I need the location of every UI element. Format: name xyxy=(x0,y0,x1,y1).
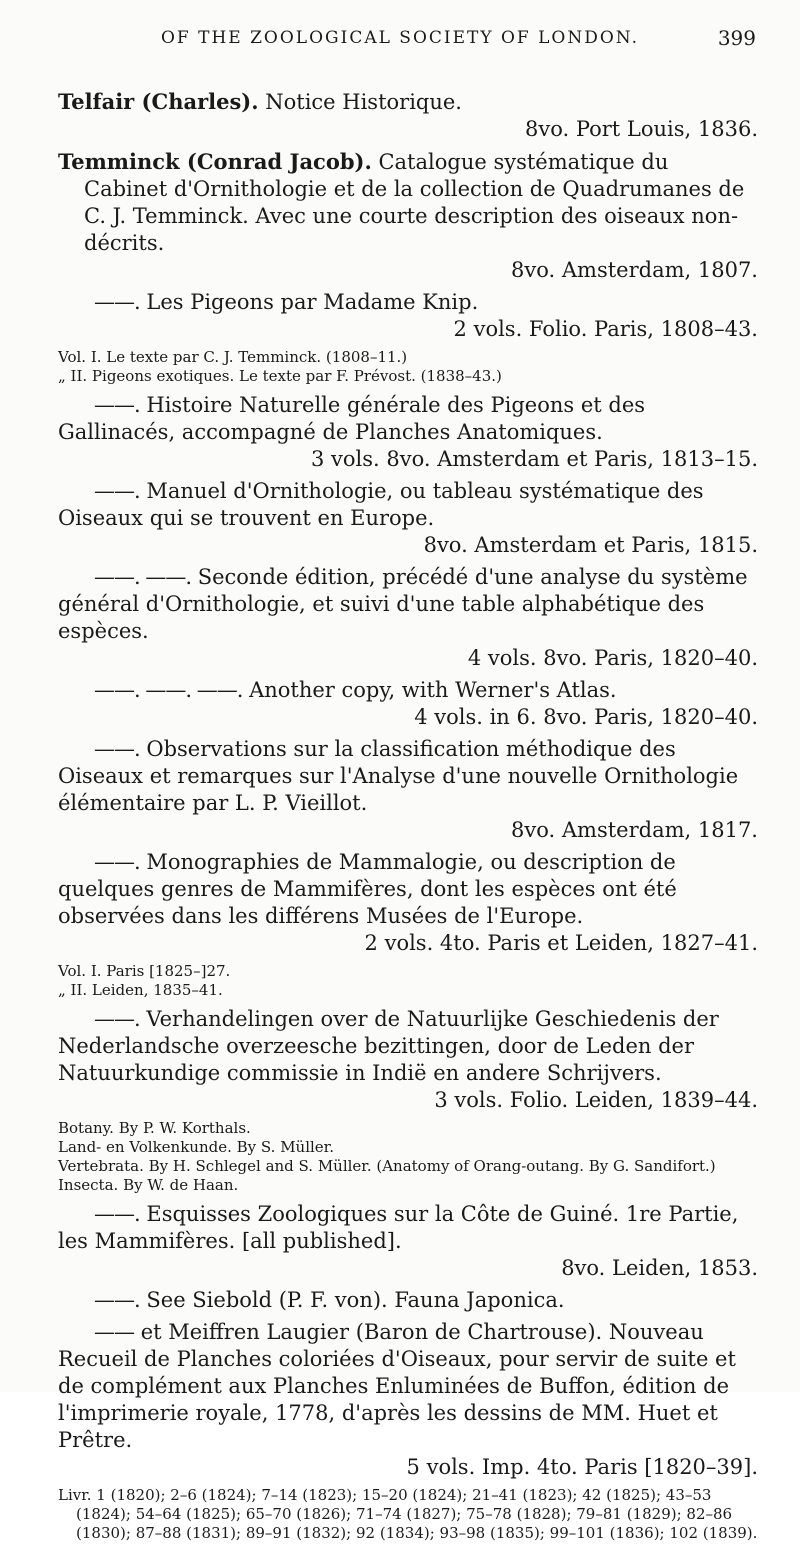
entry-title: Histoire Naturelle générale des Pigeons et des Gallinacés, accompagné de Planches Anatomiques. xyxy=(58,393,646,444)
note-line: „ II. Pigeons exotiques. Le texte par F. Prévost. (1838–43.) xyxy=(58,367,502,385)
entry-title: Manuel d'Ornithologie, ou tableau systématique des Oiseaux qui se trouvent en Europe. xyxy=(58,479,704,530)
catalogue-entry xyxy=(58,392,758,473)
note-line: Livr. 1 (1820); 2–6 (1824); 7–14 (1823); 15–20 (1824); 21–41 (1823); 42 (1825); 43–53 (1824); 54–64 (1825); 65–70 (1826); 71–74 (1827); 75–78 (1828); 79–81 (1829); 82–86 (1830); 87–88 (1831); 89–91 (1832); 92 (1834); 93–98 (1835); 99–101 (1836); 102 (1839). xyxy=(58,1486,758,1542)
entry-notes xyxy=(58,962,758,1000)
catalogue-entry xyxy=(58,677,758,731)
note-line: Insecta. By W. de Haan. xyxy=(58,1176,239,1194)
entry-title: Another copy, with Werner's Atlas. xyxy=(249,678,617,702)
author-name: Temminck (Conrad Jacob). xyxy=(58,149,372,174)
ditto-dash: ——. xyxy=(94,850,140,874)
catalogue-entries xyxy=(58,88,758,1549)
entry-notes xyxy=(58,1119,758,1195)
catalogue-entry xyxy=(58,1287,758,1314)
running-head xyxy=(0,18,800,58)
catalogue-entry xyxy=(58,1006,758,1114)
entry-title: Monographies de Mammalogie, ou description de quelques genres de Mammifères, dont les espèces ont été observées dans les différens Musées de l'Europe. xyxy=(58,850,677,928)
ditto-dash: —— xyxy=(94,1320,134,1344)
catalogue-entry xyxy=(58,148,758,284)
entry-imprint: 2 vols. 4to. Paris et Leiden, 1827–41. xyxy=(364,931,758,955)
entry-imprint: 8vo. Port Louis, 1836. xyxy=(525,117,758,141)
ditto-dash: ——. xyxy=(94,1288,140,1312)
note-line: Land- en Volkenkunde. By S. Müller. xyxy=(58,1138,334,1156)
catalogue-entry xyxy=(58,736,758,844)
catalogue-entry xyxy=(58,289,758,343)
entry-imprint: 8vo. Amsterdam, 1807. xyxy=(511,258,758,282)
catalogue-entry xyxy=(58,1319,758,1481)
note-line: „ II. Leiden, 1835–41. xyxy=(58,981,223,999)
note-line: Botany. By P. W. Korthals. xyxy=(58,1119,251,1137)
entry-imprint: 8vo. Leiden, 1853. xyxy=(561,1256,758,1280)
catalogue-entry xyxy=(58,478,758,559)
entry-notes xyxy=(58,348,758,386)
ditto-dash: ——. xyxy=(94,1202,140,1226)
entry-title: et Meiffren Laugier (Baron de Chartrouse). Nouveau Recueil de Planches coloriées d'Oiseaux, pour servir de suite et de complément aux Planches Enluminées de Buffon, édition de l'imprimerie royale, 1778, d'après les dessins de MM. Huet et Prêtre. xyxy=(58,1320,736,1452)
entry-title: Observations sur la classification méthodique des Oiseaux et remarques sur l'Analyse d'une nouvelle Ornithologie élémentaire par L. P. Vieillot. xyxy=(58,737,739,815)
ditto-dash: ——. ——. ——. xyxy=(94,678,243,702)
ditto-dash: ——. xyxy=(94,479,140,503)
catalogue-entry xyxy=(58,564,758,672)
note-line: Vol. I. Le texte par C. J. Temminck. (1808–11.) xyxy=(58,348,408,366)
entry-imprint: 8vo. Amsterdam, 1817. xyxy=(511,818,758,842)
entry-imprint: 2 vols. Folio. Paris, 1808–43. xyxy=(453,317,758,341)
entry-imprint: 4 vols. in 6. 8vo. Paris, 1820–40. xyxy=(414,705,758,729)
ditto-dash: ——. xyxy=(94,1007,140,1031)
entry-title: Esquisses Zoologiques sur la Côte de Guiné. 1re Partie, les Mammifères. [all published]. xyxy=(58,1202,739,1253)
page-number: 399 xyxy=(717,26,756,50)
entry-imprint: 3 vols. Folio. Leiden, 1839–44. xyxy=(434,1088,758,1112)
entry-title: Verhandelingen over de Natuurlijke Geschiedenis der Nederlandsche overzeesche bezittingen, door de Leden der Natuurkundige commissie in Indië en andere Schrijvers. xyxy=(58,1007,719,1085)
entry-title: Catalogue systématique du Cabinet d'Ornithologie et de la collection de Quadrumanes de C. J. Temminck. Avec une courte description des oiseaux non-décrits. xyxy=(84,150,745,255)
entry-title: See Siebold (P. F. von). Fauna Japonica. xyxy=(146,1288,565,1312)
catalogue-entry xyxy=(58,849,758,957)
catalogue-entry xyxy=(58,1201,758,1282)
entry-notes xyxy=(58,1486,758,1543)
entry-imprint: 3 vols. 8vo. Amsterdam et Paris, 1813–15. xyxy=(310,447,758,471)
entry-title: Les Pigeons par Madame Knip. xyxy=(146,290,479,314)
entry-title: Notice Historique. xyxy=(265,90,462,114)
note-line: Vol. I. Paris [1825–]27. xyxy=(58,962,231,980)
ditto-dash: ——. ——. xyxy=(94,565,192,589)
ditto-dash: ——. xyxy=(94,737,140,761)
running-head-title: OF THE ZOOLOGICAL SOCIETY OF LONDON. xyxy=(161,28,639,48)
author-name: Telfair (Charles). xyxy=(58,89,259,114)
entry-title: Seconde édition, précédé d'une analyse du système général d'Ornithologie, et suivi d'une table alphabétique des espèces. xyxy=(58,565,748,643)
ditto-dash: ——. xyxy=(94,290,140,314)
catalogue-entry xyxy=(58,88,758,143)
note-line: Vertebrata. By H. Schlegel and S. Müller. (Anatomy of Orang-outang. By G. Sandifort.) xyxy=(58,1157,716,1175)
entry-imprint: 5 vols. Imp. 4to. Paris [1820–39]. xyxy=(406,1455,758,1479)
entry-imprint: 4 vols. 8vo. Paris, 1820–40. xyxy=(467,646,758,670)
ditto-dash: ——. xyxy=(94,393,140,417)
entry-imprint: 8vo. Amsterdam et Paris, 1815. xyxy=(423,533,758,557)
